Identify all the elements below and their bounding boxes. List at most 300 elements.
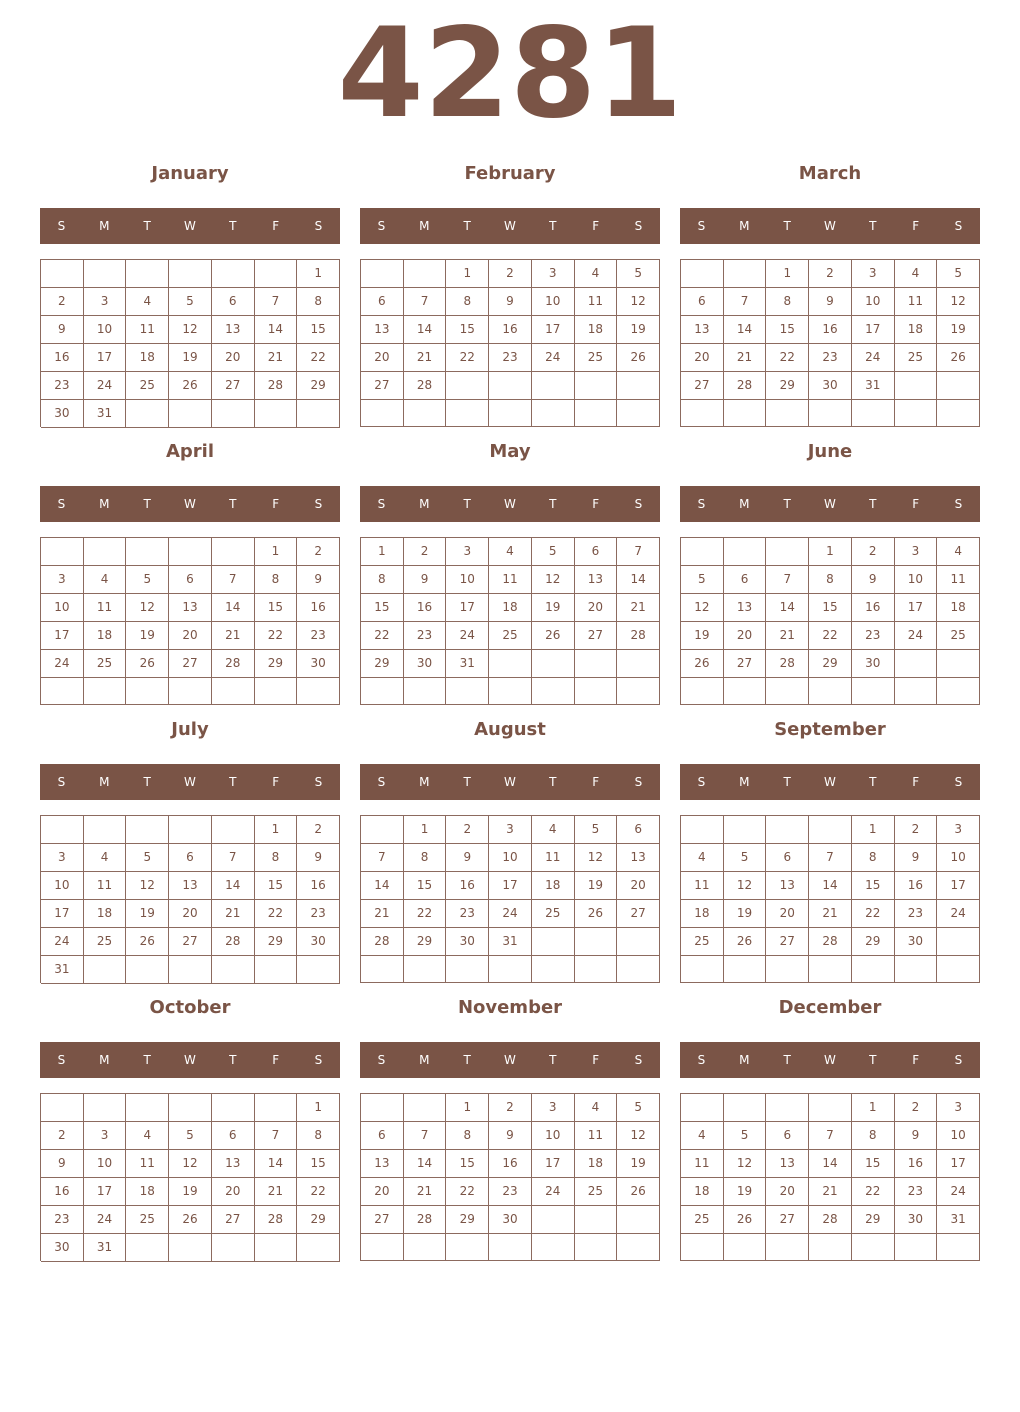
day-cell: 27 — [766, 1206, 809, 1234]
day-cell: 20 — [169, 622, 212, 650]
month-title: June — [807, 441, 853, 462]
empty-cell — [297, 400, 340, 428]
day-cell: 6 — [766, 844, 809, 872]
day-cell: 5 — [937, 260, 980, 288]
day-cell: 8 — [766, 288, 809, 316]
weekday-label: T — [229, 775, 237, 789]
empty-cell — [895, 956, 938, 983]
day-cell: 16 — [297, 594, 340, 622]
day-cell: 1 — [446, 260, 489, 288]
day-cell: 17 — [84, 344, 127, 372]
empty-cell — [84, 1094, 127, 1122]
weekday-label: S — [634, 497, 643, 511]
day-cell: 30 — [404, 650, 447, 678]
month-title: May — [489, 441, 531, 462]
empty-cell — [809, 956, 852, 983]
day-cell: 13 — [724, 594, 767, 622]
day-cell: 24 — [937, 900, 980, 928]
weekday-label: S — [377, 775, 386, 789]
day-cell: 2 — [41, 288, 84, 316]
day-cell: 28 — [617, 622, 660, 650]
day-cell: 17 — [84, 1178, 127, 1206]
empty-cell — [852, 1234, 895, 1261]
weekday-label: T — [869, 1053, 877, 1067]
day-cell: 17 — [852, 316, 895, 344]
day-cell: 2 — [852, 538, 895, 566]
weekday-label: W — [504, 497, 516, 511]
day-cell: 8 — [852, 844, 895, 872]
day-cell: 13 — [361, 1150, 404, 1178]
empty-cell — [681, 956, 724, 983]
weekday-label: M — [739, 1053, 750, 1067]
weekday-label: F — [272, 1053, 280, 1067]
weekday-label: S — [57, 775, 66, 789]
day-cell: 4 — [84, 844, 127, 872]
day-cell: 31 — [41, 956, 84, 984]
day-cell: 26 — [617, 344, 660, 372]
day-cell: 13 — [169, 872, 212, 900]
weekday-label: S — [634, 1053, 643, 1067]
day-cell: 14 — [255, 316, 298, 344]
empty-cell — [41, 260, 84, 288]
day-cell: 17 — [532, 316, 575, 344]
day-cell: 20 — [575, 594, 618, 622]
day-cell: 29 — [852, 928, 895, 956]
day-cell: 24 — [532, 344, 575, 372]
day-cell: 10 — [489, 844, 532, 872]
day-cell: 22 — [361, 622, 404, 650]
empty-cell — [532, 1206, 575, 1234]
empty-cell — [724, 816, 767, 844]
weekday-label: S — [697, 497, 706, 511]
empty-cell — [532, 400, 575, 427]
empty-cell — [255, 1234, 298, 1262]
day-cell: 15 — [852, 872, 895, 900]
day-cell: 7 — [766, 566, 809, 594]
empty-cell — [361, 956, 404, 983]
empty-cell — [809, 678, 852, 705]
weekday-label: T — [783, 1053, 791, 1067]
day-cell: 5 — [724, 1122, 767, 1150]
day-cell: 12 — [617, 1122, 660, 1150]
empty-cell — [617, 956, 660, 983]
empty-cell — [766, 400, 809, 427]
month-title: September — [774, 719, 886, 740]
empty-cell — [361, 1094, 404, 1122]
day-cell: 14 — [724, 316, 767, 344]
month-title: April — [165, 441, 215, 462]
day-cell: 21 — [212, 622, 255, 650]
day-cell: 15 — [766, 316, 809, 344]
day-grid — [680, 537, 980, 705]
day-cell: 28 — [212, 928, 255, 956]
day-cell: 3 — [84, 288, 127, 316]
day-cell: 10 — [84, 316, 127, 344]
day-cell: 21 — [809, 1178, 852, 1206]
empty-cell — [937, 928, 980, 956]
weekday-label: F — [912, 497, 920, 511]
day-cell: 29 — [446, 1206, 489, 1234]
empty-cell — [681, 260, 724, 288]
day-cell: 14 — [617, 566, 660, 594]
day-cell: 26 — [169, 1206, 212, 1234]
empty-cell — [937, 1234, 980, 1261]
day-cell: 15 — [809, 594, 852, 622]
weekday-label: S — [634, 775, 643, 789]
day-cell: 26 — [126, 928, 169, 956]
weekday-label: T — [783, 497, 791, 511]
day-cell: 16 — [41, 1178, 84, 1206]
empty-cell — [532, 928, 575, 956]
day-cell: 8 — [446, 1122, 489, 1150]
day-cell: 1 — [255, 816, 298, 844]
day-cell: 16 — [446, 872, 489, 900]
weekday-label: S — [314, 497, 323, 511]
day-cell: 29 — [404, 928, 447, 956]
day-cell: 8 — [361, 566, 404, 594]
day-cell: 28 — [212, 650, 255, 678]
empty-cell — [255, 260, 298, 288]
day-cell: 13 — [169, 594, 212, 622]
day-cell: 19 — [532, 594, 575, 622]
day-cell: 4 — [681, 1122, 724, 1150]
empty-cell — [724, 260, 767, 288]
weekday-label: T — [783, 775, 791, 789]
empty-cell — [937, 678, 980, 705]
weekday-label: W — [824, 497, 836, 511]
day-cell: 30 — [297, 650, 340, 678]
empty-cell — [84, 678, 127, 705]
weekday-label: T — [783, 219, 791, 233]
empty-cell — [766, 538, 809, 566]
weekday-label: T — [463, 775, 471, 789]
empty-cell — [724, 1094, 767, 1122]
day-cell: 26 — [169, 372, 212, 400]
day-cell: 3 — [532, 260, 575, 288]
day-cell: 9 — [404, 566, 447, 594]
day-cell: 25 — [575, 1178, 618, 1206]
weekday-label: W — [504, 1053, 516, 1067]
day-cell: 11 — [681, 1150, 724, 1178]
day-cell: 22 — [809, 622, 852, 650]
empty-cell — [41, 678, 84, 705]
day-cell: 3 — [41, 566, 84, 594]
day-cell: 1 — [404, 816, 447, 844]
day-cell: 12 — [724, 872, 767, 900]
empty-cell — [489, 372, 532, 400]
day-cell: 16 — [895, 872, 938, 900]
day-grid — [360, 1093, 660, 1261]
day-cell: 5 — [532, 538, 575, 566]
empty-cell — [532, 372, 575, 400]
empty-cell — [489, 956, 532, 983]
day-cell: 23 — [446, 900, 489, 928]
weekday-label: T — [869, 775, 877, 789]
day-cell: 25 — [84, 650, 127, 678]
day-cell: 8 — [809, 566, 852, 594]
day-cell: 31 — [84, 1234, 127, 1262]
day-cell: 18 — [937, 594, 980, 622]
empty-cell — [575, 400, 618, 427]
day-cell: 11 — [126, 1150, 169, 1178]
weekday-label: M — [99, 497, 110, 511]
day-cell: 5 — [617, 260, 660, 288]
day-cell: 25 — [681, 928, 724, 956]
empty-cell — [169, 538, 212, 566]
day-cell: 20 — [766, 900, 809, 928]
day-grid — [360, 259, 660, 427]
day-cell: 27 — [617, 900, 660, 928]
empty-cell — [489, 650, 532, 678]
day-cell: 27 — [361, 1206, 404, 1234]
empty-cell — [255, 400, 298, 428]
weekday-label: T — [869, 497, 877, 511]
day-cell: 9 — [297, 844, 340, 872]
empty-cell — [126, 1234, 169, 1262]
weekday-label: S — [377, 1053, 386, 1067]
weekday-label: F — [592, 497, 600, 511]
day-cell: 2 — [446, 816, 489, 844]
day-cell: 30 — [895, 1206, 938, 1234]
weekday-label: T — [463, 219, 471, 233]
weekday-label: M — [419, 775, 430, 789]
day-cell: 12 — [724, 1150, 767, 1178]
day-cell: 5 — [724, 844, 767, 872]
day-cell: 26 — [937, 344, 980, 372]
empty-cell — [361, 400, 404, 427]
day-cell: 18 — [489, 594, 532, 622]
day-cell: 18 — [532, 872, 575, 900]
empty-cell — [766, 678, 809, 705]
weekday-label: M — [419, 1053, 430, 1067]
day-cell: 6 — [724, 566, 767, 594]
day-cell: 15 — [852, 1150, 895, 1178]
month-title: July — [171, 719, 209, 740]
empty-cell — [681, 538, 724, 566]
empty-cell — [895, 650, 938, 678]
day-cell: 25 — [937, 622, 980, 650]
day-cell: 28 — [809, 928, 852, 956]
year-title: 4281 — [337, 2, 683, 146]
day-cell: 25 — [126, 1206, 169, 1234]
empty-cell — [809, 400, 852, 427]
day-cell: 24 — [84, 372, 127, 400]
empty-cell — [212, 816, 255, 844]
month-title: August — [474, 719, 546, 740]
day-cell: 19 — [169, 344, 212, 372]
weekday-label: M — [739, 775, 750, 789]
day-cell: 25 — [681, 1206, 724, 1234]
day-cell: 12 — [617, 288, 660, 316]
day-cell: 22 — [766, 344, 809, 372]
day-cell: 17 — [532, 1150, 575, 1178]
day-cell: 5 — [126, 844, 169, 872]
empty-cell — [126, 1094, 169, 1122]
day-cell: 31 — [84, 400, 127, 428]
day-cell: 23 — [41, 372, 84, 400]
empty-cell — [404, 400, 447, 427]
weekday-label: S — [57, 1053, 66, 1067]
empty-cell — [361, 816, 404, 844]
day-cell: 28 — [404, 372, 447, 400]
day-grid — [40, 537, 340, 705]
empty-cell — [852, 400, 895, 427]
day-cell: 21 — [766, 622, 809, 650]
day-cell: 7 — [404, 288, 447, 316]
day-cell: 5 — [169, 1122, 212, 1150]
day-cell: 4 — [84, 566, 127, 594]
day-cell: 18 — [575, 316, 618, 344]
day-cell: 2 — [895, 816, 938, 844]
weekday-label: F — [592, 1053, 600, 1067]
day-cell: 9 — [297, 566, 340, 594]
empty-cell — [895, 400, 938, 427]
day-cell: 11 — [937, 566, 980, 594]
day-cell: 15 — [446, 316, 489, 344]
empty-cell — [575, 956, 618, 983]
day-cell: 3 — [895, 538, 938, 566]
day-cell: 6 — [169, 566, 212, 594]
day-cell: 5 — [575, 816, 618, 844]
day-cell: 6 — [681, 288, 724, 316]
day-cell: 28 — [255, 1206, 298, 1234]
empty-cell — [489, 400, 532, 427]
day-cell: 15 — [446, 1150, 489, 1178]
weekday-label: S — [57, 219, 66, 233]
day-cell: 25 — [895, 344, 938, 372]
empty-cell — [446, 956, 489, 983]
weekday-label: W — [184, 497, 196, 511]
empty-cell — [297, 1234, 340, 1262]
empty-cell — [681, 678, 724, 705]
empty-cell — [937, 372, 980, 400]
day-cell: 29 — [852, 1206, 895, 1234]
day-cell: 22 — [852, 1178, 895, 1206]
empty-cell — [937, 956, 980, 983]
empty-cell — [404, 678, 447, 705]
day-cell: 27 — [681, 372, 724, 400]
day-cell: 3 — [937, 1094, 980, 1122]
day-cell: 7 — [255, 288, 298, 316]
day-cell: 6 — [361, 288, 404, 316]
day-cell: 1 — [446, 1094, 489, 1122]
weekday-label: S — [954, 1053, 963, 1067]
day-cell: 2 — [297, 538, 340, 566]
empty-cell — [809, 1234, 852, 1261]
day-cell: 20 — [681, 344, 724, 372]
day-cell: 15 — [404, 872, 447, 900]
day-cell: 16 — [852, 594, 895, 622]
day-cell: 11 — [126, 316, 169, 344]
day-cell: 23 — [852, 622, 895, 650]
month-title: December — [778, 997, 882, 1018]
day-cell: 12 — [532, 566, 575, 594]
day-cell: 13 — [766, 1150, 809, 1178]
day-cell: 1 — [297, 260, 340, 288]
weekday-label: F — [272, 497, 280, 511]
day-cell: 2 — [489, 260, 532, 288]
weekday-header — [360, 486, 660, 522]
empty-cell — [361, 678, 404, 705]
day-cell: 20 — [169, 900, 212, 928]
weekday-header — [40, 208, 340, 244]
day-cell: 4 — [126, 288, 169, 316]
empty-cell — [681, 1234, 724, 1261]
day-cell: 28 — [361, 928, 404, 956]
weekday-label: T — [549, 219, 557, 233]
day-cell: 2 — [297, 816, 340, 844]
day-cell: 16 — [489, 316, 532, 344]
day-cell: 20 — [361, 344, 404, 372]
day-cell: 26 — [617, 1178, 660, 1206]
empty-cell — [681, 1094, 724, 1122]
empty-cell — [895, 1234, 938, 1261]
empty-cell — [169, 956, 212, 984]
weekday-label: M — [739, 497, 750, 511]
day-cell: 12 — [169, 316, 212, 344]
weekday-header — [360, 208, 660, 244]
empty-cell — [617, 928, 660, 956]
day-cell: 5 — [126, 566, 169, 594]
day-cell: 13 — [361, 316, 404, 344]
day-cell: 21 — [212, 900, 255, 928]
day-cell: 17 — [937, 1150, 980, 1178]
day-cell: 9 — [41, 316, 84, 344]
day-cell: 16 — [297, 872, 340, 900]
empty-cell — [809, 816, 852, 844]
day-cell: 6 — [575, 538, 618, 566]
empty-cell — [575, 1234, 618, 1261]
day-cell: 16 — [809, 316, 852, 344]
day-cell: 24 — [41, 928, 84, 956]
empty-cell — [41, 1094, 84, 1122]
day-cell: 19 — [617, 316, 660, 344]
day-cell: 1 — [809, 538, 852, 566]
day-cell: 13 — [212, 316, 255, 344]
empty-cell — [446, 400, 489, 427]
empty-cell — [617, 678, 660, 705]
day-cell: 11 — [532, 844, 575, 872]
day-cell: 28 — [724, 372, 767, 400]
empty-cell — [126, 956, 169, 984]
day-cell: 8 — [404, 844, 447, 872]
empty-cell — [532, 678, 575, 705]
empty-cell — [766, 1094, 809, 1122]
month-title: January — [151, 163, 229, 184]
empty-cell — [617, 372, 660, 400]
day-cell: 1 — [852, 816, 895, 844]
empty-cell — [169, 678, 212, 705]
weekday-label: T — [143, 775, 151, 789]
day-cell: 14 — [212, 594, 255, 622]
day-cell: 11 — [84, 594, 127, 622]
day-cell: 14 — [361, 872, 404, 900]
weekday-label: S — [954, 219, 963, 233]
weekday-header — [40, 486, 340, 522]
weekday-label: S — [377, 497, 386, 511]
weekday-label: M — [419, 219, 430, 233]
empty-cell — [532, 650, 575, 678]
day-cell: 27 — [766, 928, 809, 956]
day-cell: 10 — [852, 288, 895, 316]
day-cell: 29 — [766, 372, 809, 400]
empty-cell — [297, 956, 340, 984]
empty-cell — [575, 678, 618, 705]
weekday-label: M — [739, 219, 750, 233]
day-cell: 4 — [895, 260, 938, 288]
weekday-label: W — [184, 1053, 196, 1067]
empty-cell — [297, 678, 340, 705]
